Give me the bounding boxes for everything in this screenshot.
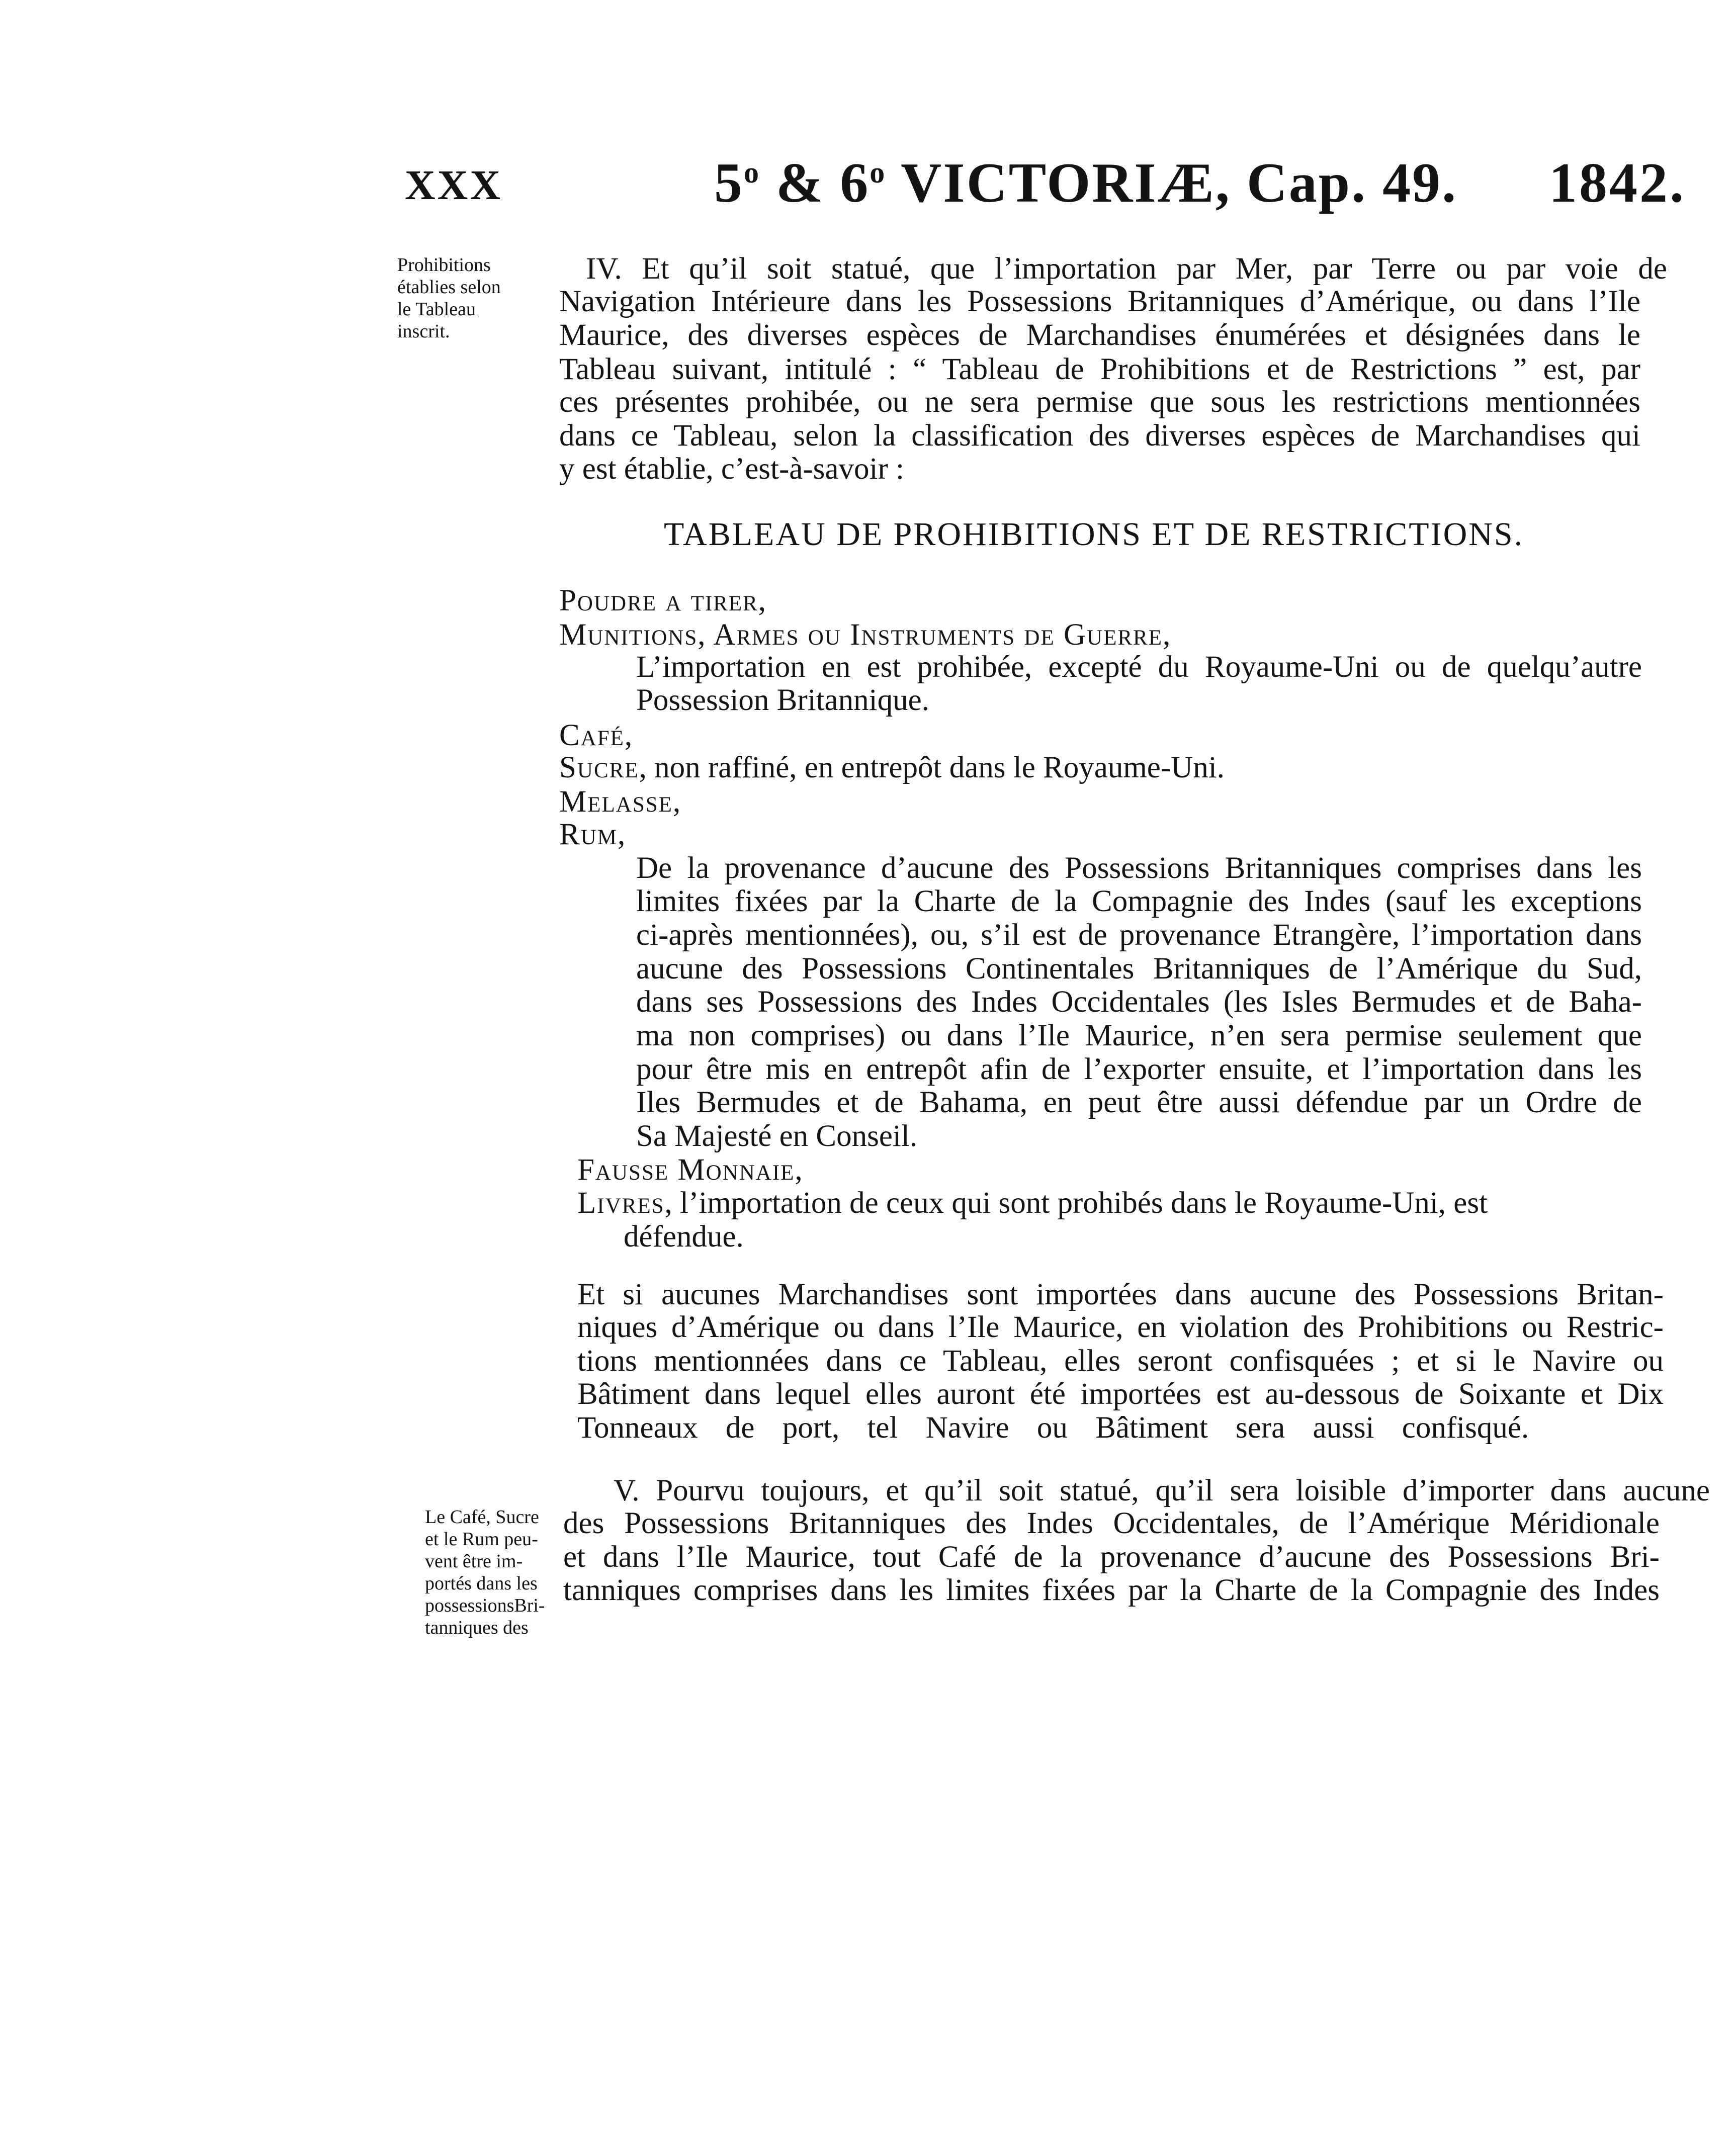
- heading-munitions: Munitions, Armes ou Instruments de Guerre,: [559, 618, 1172, 652]
- margin-note-line: possessionsBri-: [425, 1595, 545, 1616]
- confiscation-line: Bâtiment dans lequel elles auront été importées est au-dessous de Soixante et Dix: [577, 1377, 1664, 1411]
- heading-fausse-monnaie: Fausse Monnaie,: [577, 1153, 804, 1187]
- livres-line: [577, 1186, 1488, 1221]
- act-title-sup-6: o: [870, 156, 887, 189]
- section-4-line: dans ce Tableau, selon la classification des diverses espèces de Marchandises qui: [559, 419, 1640, 453]
- table-title: TABLEAU DE PROHIBITIONS ET DE RESTRICTIONS.: [664, 516, 1524, 553]
- act-title-rest: VICTORIÆ, Cap. 49.: [886, 152, 1458, 214]
- heading-sucre: Sucre: [559, 751, 639, 784]
- rum-line: Sa Majesté en Conseil.: [636, 1119, 918, 1153]
- act-title-five: 5: [714, 152, 744, 214]
- section-4-line: IV. Et qu’il soit statué, que l’importation par Mer, par Terre ou par voie de: [586, 252, 1667, 286]
- rum-line: pour être mis en entrepôt afin de l’exporter ensuite, et l’importation dans les: [636, 1052, 1642, 1086]
- sucre-text: , non raffiné, en entrepôt dans le Royaume-Uni.: [639, 751, 1225, 784]
- margin-note-line: établies selon: [397, 277, 501, 298]
- running-head: [0, 151, 1736, 221]
- margin-note-line: tanniques des: [425, 1617, 529, 1638]
- confiscation-line: niques d’Amérique ou dans l’Ile Maurice, en violation des Prohibitions ou Restric-: [577, 1310, 1664, 1344]
- section-4-line: Tableau suivant, intitulé : “ Tableau de Prohibitions et de Restrictions ” est, par: [559, 352, 1640, 386]
- section-4-line: Maurice, des diverses espèces de Marchandises énumérées et désignées dans le: [559, 318, 1640, 352]
- year: 1842.: [1549, 152, 1686, 214]
- rum-line: De la provenance d’aucune des Possessions Britanniques comprises dans les: [636, 851, 1642, 885]
- margin-note-line: le Tableau: [397, 299, 476, 320]
- page-number: XXX: [405, 162, 502, 209]
- rum-line: dans ses Possessions des Indes Occidentales (les Isles Bermudes et de Baha-: [636, 985, 1642, 1019]
- confiscation-line: Tonneaux de port, tel Navire ou Bâtiment sera aussi confisqué.: [577, 1411, 1529, 1445]
- section-5-line: des Possessions Britanniques des Indes Occidentales, de l’Amérique Méridionale: [563, 1506, 1660, 1540]
- munitions-line: Possession Britannique.: [636, 683, 929, 717]
- act-title: [714, 151, 1457, 216]
- sucre-line: [559, 750, 1225, 785]
- rum-line: aucune des Possessions Continentales Britanniques de l’Amérique du Sud,: [636, 952, 1642, 986]
- section-4-line: Navigation Intérieure dans les Possessions Britanniques d’Amérique, ou dans l’Ile: [559, 285, 1640, 318]
- section-5-line: et dans l’Ile Maurice, tout Café de la provenance d’aucune des Possessions Bri-: [563, 1540, 1660, 1574]
- section-4-line: ces présentes prohibée, ou ne sera permise que sous les restrictions mentionnées: [559, 385, 1640, 419]
- margin-note-line: Prohibitions: [397, 254, 491, 276]
- rum-line: Iles Bermudes et de Bahama, en peut être aussi défendue par un Ordre de: [636, 1086, 1642, 1119]
- livres-line-2: défendue.: [624, 1220, 744, 1254]
- munitions-line: L’importation en est prohibée, excepté du Royaume-Uni ou de quelqu’autre: [636, 650, 1642, 684]
- heading-livres: Livres: [577, 1186, 665, 1220]
- rum-line: ma non comprises) ou dans l’Ile Maurice, n’en sera permise seulement que: [636, 1019, 1642, 1052]
- margin-note-line: portés dans les: [425, 1573, 538, 1594]
- margin-note-line: inscrit.: [397, 321, 450, 342]
- section-5-line: V. Pourvu toujours, et qu’il soit statué, qu’il sera loisible d’importer dans aucune: [614, 1474, 1710, 1507]
- margin-note-line: vent être im-: [425, 1551, 523, 1572]
- confiscation-line: Et si aucunes Marchandises sont importées dans aucune des Possessions Britan-: [577, 1278, 1664, 1311]
- section-4-line: y est établie, c’est-à-savoir :: [559, 452, 904, 486]
- margin-note-line: Le Café, Sucre: [425, 1506, 539, 1528]
- rum-line: ci-après mentionnées), ou, s’il est de provenance Etrangère, l’importation dans: [636, 918, 1642, 952]
- margin-note-line: et le Rum peu-: [425, 1529, 538, 1550]
- margin-note-prohibitions: [397, 254, 533, 342]
- heading-poudre: Poudre a tirer,: [559, 584, 767, 617]
- livres-text: , l’importation de ceux qui sont prohibés dans le Royaume-Uni, est: [664, 1186, 1488, 1220]
- heading-melasse: Melasse,: [559, 785, 682, 819]
- heading-cafe: Café,: [559, 719, 634, 752]
- margin-note-cafe-sucre: [425, 1506, 561, 1639]
- rum-line: limites fixées par la Charte de la Compagnie des Indes (sauf les exceptions: [636, 884, 1642, 918]
- confiscation-line: tions mentionnées dans ce Tableau, elles seront confisquées ; et si le Navire ou: [577, 1344, 1664, 1378]
- act-title-sup-5: o: [744, 156, 760, 189]
- heading-rum: Rum,: [559, 818, 627, 851]
- section-5-line: tanniques comprises dans les limites fixées par la Charte de la Compagnie des Indes: [563, 1573, 1660, 1607]
- act-title-six: & 6: [760, 152, 870, 214]
